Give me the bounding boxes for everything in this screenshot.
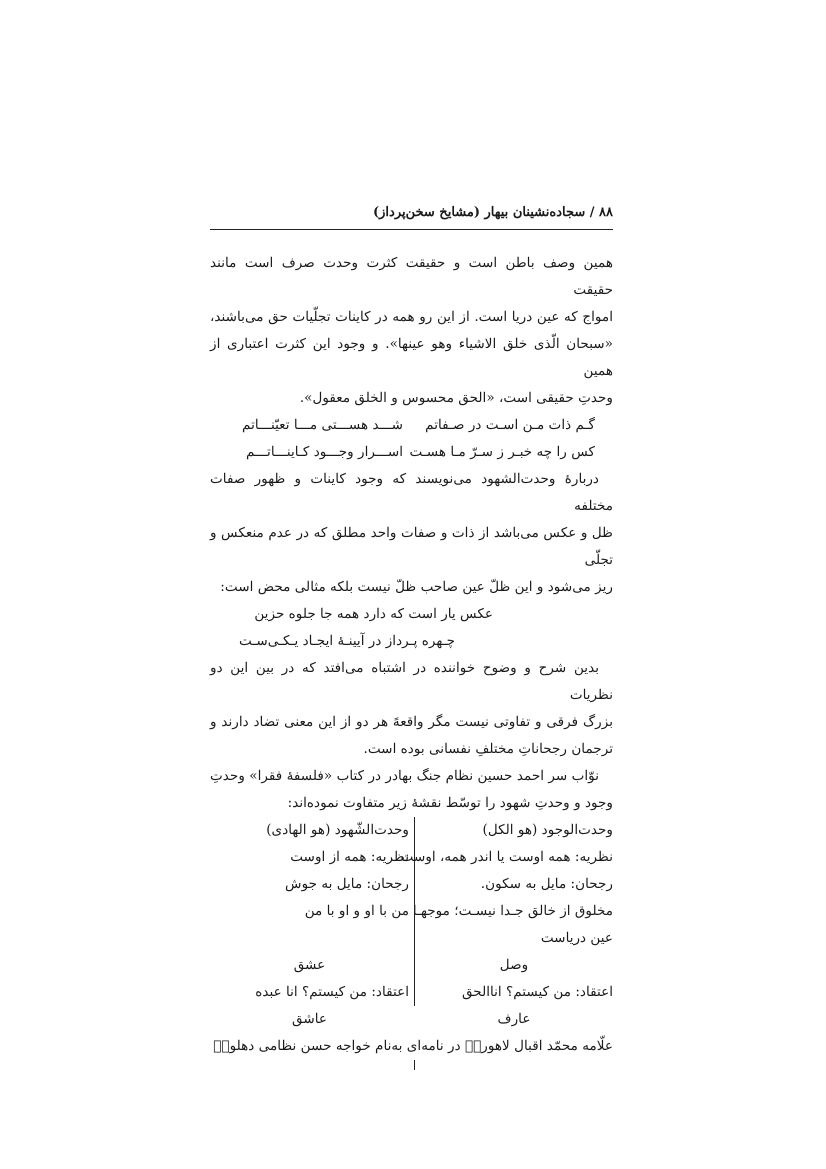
verse-line [210,412,613,439]
table-row [210,1006,613,1033]
text-line: امواج که عین دریا است. از این رو همه در کاینات تجلّیات حق می‌باشند، [210,309,613,325]
table-row [210,844,613,871]
shuhud-cell: رجحان: مایل به جوش [284,876,409,892]
shuhud-cell: عشق [293,957,326,973]
text-line: نوّاب سر احمد حسین نظام جنگ بهادر در کتاب «فلسفهٔ فقرا» وحدتِ [210,768,599,784]
verse-line [210,439,613,466]
header-rule [210,229,613,230]
text-line: ترجمان رجحاناتِ مختلفِ نفسانی بوده است. [363,741,613,757]
wujud-cell: اعتقاد: من کیستم؟ اناالحق [461,984,613,1000]
table-divider [414,817,415,1006]
verse-hemistich-2: اســـرار وجـــود کـاینـــاتـــم [246,444,403,460]
text-line: ظل و عکس می‌باشد از ذات و صفات واحد مطلق که در عدم منعکس و تجلّی [210,525,613,568]
text-line: همین وصف باطن است و حقیقت کثرت وحدت صرف است مانند حقیقت [210,255,613,298]
verse-block-1 [210,412,613,466]
text-line: ریز می‌شود و این ظلّ عین صاحب ظلّ نیست بلکه مثالی محض است: [220,579,613,595]
table-divider [414,1060,415,1070]
text-line: دربارهٔ وحدت‌الشهود می‌نویسند که وجود کاینات و ظهور صفات مختلفه [210,471,613,514]
wujud-cell: وصل [499,957,529,973]
page-body [210,250,613,1060]
text-line: وجود و وحدتِ شهود را توسّط نقشهٔ زیر متفاوت نموده‌اند: [287,795,613,811]
shuhud-cell: اعتقاد: من کیستم؟ انا عبده [255,984,409,1000]
verse-hemistich-1: کس را چه خبـر ز سـرّ مـا هسـت [409,444,595,460]
wujud-cell: وحدت‌الوجود (هو الکل) [482,822,613,838]
wujud-cell: مخلوق از خالق جـدا نیسـت؛ موجهـا [412,903,613,919]
text-line: «سبحان الّذی خلق الاشیاء وهو عینها». و وجود این کثرت اعتباری از همین [210,336,613,379]
text-line: بدین شرح و وضوح خواننده در اشتباه می‌افتد که در بین این دو نظریات [210,660,613,703]
wujud-cell: رجحان: مایل به سکون. [480,876,613,892]
verse-line: عکس یار است که دارد همه جا جلوه حزین [254,606,493,622]
table-row [210,952,613,979]
running-head: ۸۸ / سجاده‌نشینان بیهار (مشایخ سخن‌پرداز) [372,205,613,220]
shuhud-cell: وحدت‌الشّهود (هو الهادی) [266,822,409,838]
verse-line: چـهره پـرداز در آیینـهٔ ایجـاد یـکـی‌سـت [238,633,455,649]
shuhud-cell: نظریه: همه از اوست [290,849,409,865]
paragraph-2 [210,466,613,601]
shuhud-cell [210,925,415,952]
paragraph-3 [210,655,613,763]
verse-block-2 [210,601,613,655]
wujud-cell: عارف [497,1011,531,1027]
closing-line: علّامه محمّد اقبال لاهوریؒ در نامه‌ای به‌نام خواجه حسن نظامی دهلویؒ [213,1038,613,1054]
shuhud-cell: من با او و او با من [304,903,409,919]
wujud-cell: نظریه: همه اوست یا اندر همه، اوست [400,849,613,865]
table-row [210,898,613,925]
text-line: وحدتِ حقیقی است، «الحق محسوس و الخلق معقول». [299,390,613,406]
shuhud-cell: عاشق [292,1011,327,1027]
table-row [210,871,613,898]
paragraph-4 [210,763,613,817]
paragraph-1 [210,250,613,412]
table-row [210,817,613,844]
text-line: بزرگ فرقی و تفاوتی نیست مگر واقعهً هر دو از این معنی تضاد دارند و [210,714,613,730]
comparison-table [210,817,613,1033]
verse-hemistich-2: شـــد هســـتی مـــا تعیّنـــاتم [242,417,403,433]
wujud-cell: عین دریاست [540,930,613,946]
table-row [210,925,613,952]
table-row [210,979,613,1006]
verse-hemistich-1: گـم ذات مـن اسـت در صـفاتم [425,417,595,433]
